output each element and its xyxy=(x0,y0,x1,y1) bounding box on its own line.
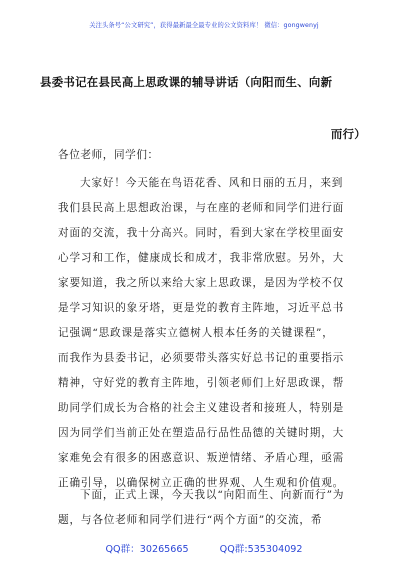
text-line: 记强调“思政课是落实立德树人根本任务的关键课程”， xyxy=(58,327,334,339)
text-line: 因为同学们当前正处在塑造品行品性品德的关键时期，大 xyxy=(58,427,345,439)
top-banner: 关注头条号“公文研究”，获得最新最全最专业的公文资料库！ 微信：gongwenyj xyxy=(89,22,319,29)
text-line: 心学习和工作，健康成长和成才，我非常欣慰。另外，大 xyxy=(58,252,345,264)
text-line: 精神，守好党的教育主阵地，引领老师们上好思政课，帮 xyxy=(58,377,345,389)
text-line: 对面的交流，我十分高兴。同时，看到大家在学校里面安 xyxy=(58,227,345,239)
text-line: 助同学们成长为合格的社会主义建设者和接班人，特别是 xyxy=(58,402,345,414)
title-line-2: 而行） xyxy=(330,127,366,141)
document-title xyxy=(40,72,370,144)
text-line: 大家好！今天能在鸟语花香、风和日丽的五月，来到 xyxy=(80,177,344,189)
text-line: 家要知道，我之所以来给大家上思政课，是因为学校不仅 xyxy=(58,277,345,289)
footer-qq-group-2: QQ群:535304092 xyxy=(219,544,303,555)
paragraph-2 xyxy=(58,483,354,533)
title-line-1: 县委书记在县民高上思政课的辅导讲话（向阳而生、向新 xyxy=(40,75,333,89)
footer-qq-group-1: QQ群：30265665 xyxy=(105,544,189,555)
text-line: 正确引导，以确保树立正确的世界观、人生观和价值观。 xyxy=(58,477,345,489)
text-line: 家难免会有很多的困惑意识、叛逆情绪、矛盾心理，亟需 xyxy=(58,452,345,464)
footer-contact xyxy=(0,541,408,555)
text-line: 题，与各位老师和同学们进行“两个方面”的交流，希 xyxy=(58,514,323,526)
text-line: 而我作为县委书记，必须要带头落实好总书记的重要指示 xyxy=(58,352,345,364)
text-line: 我们县民高上思想政治课，与在座的老师和同学们进行面 xyxy=(58,202,345,214)
paragraph-1 xyxy=(58,171,354,496)
text-line: 下面，正式上课，今天我以“向阳而生、向新而行”为 xyxy=(80,489,345,501)
salutation: 各位老师，同学们： xyxy=(58,149,159,161)
text-line: 是学习知识的象牙塔，更是党的教育主阵地，习近平总书 xyxy=(58,302,345,314)
